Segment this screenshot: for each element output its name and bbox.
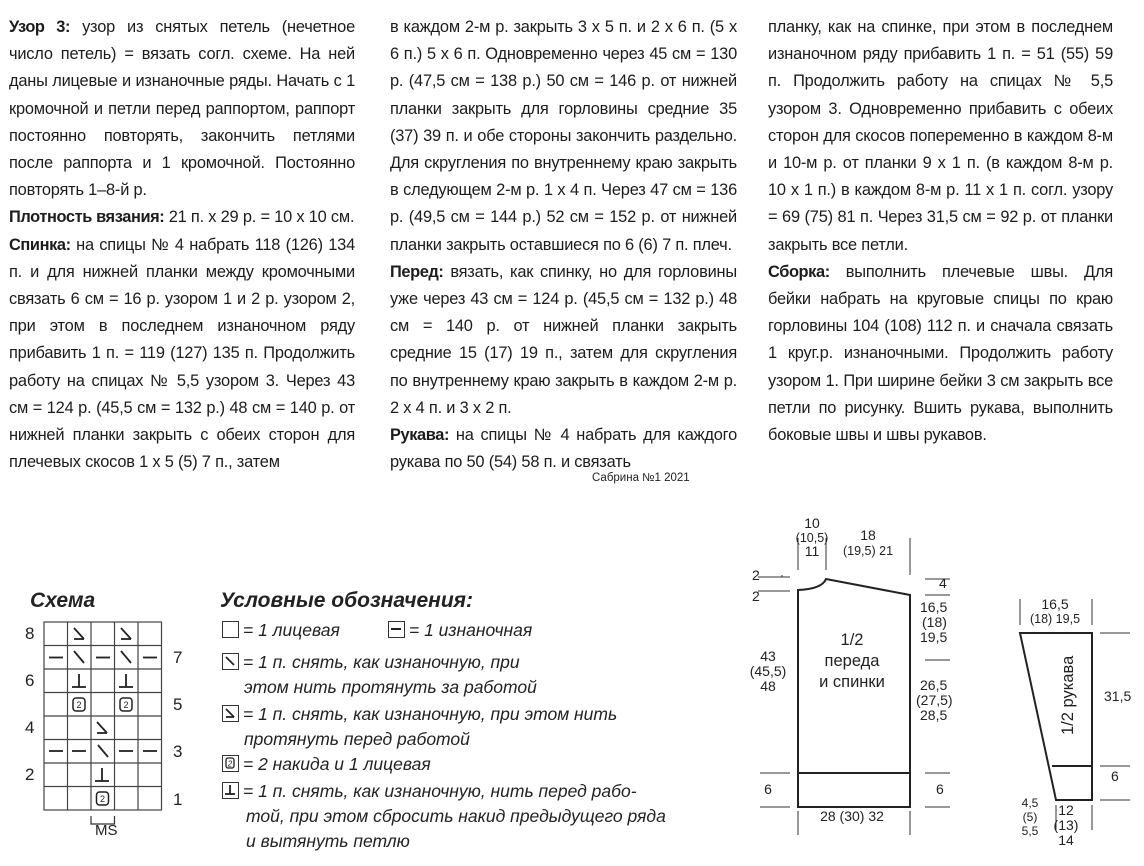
text-column-2 bbox=[390, 14, 737, 476]
dim-neck-1: 10 bbox=[804, 515, 820, 531]
back-continued-text: в каждом 2-м р. закрыть 3 х 5 п. и 2 х 6 п. (5 х 6 п.) 5 х 6 п. Одновременно через 45 см = 130 р. (47,5 см = 138 р.) 50 см = 146 р. от нижней планки закрыть для горловины средние 35 (37) 39 п. и обе стороны закончить раздельно. Для скругления по внутреннему краю закрыть в следующем 2-м р. 1 х 4 п. Через 47 см = 136 р. (49,5 см = 144 р.) 52 см = 152 р. от нижней планки закрыть оставшиеся по 6 (6) 7 п. плеч. bbox=[390, 18, 737, 254]
sleeve-dim-bottom-2: (13) bbox=[1053, 817, 1079, 833]
dim-armhole-2: (18) bbox=[922, 614, 947, 630]
row-number-6: 6 bbox=[25, 671, 35, 690]
piece-label-3: и спинки bbox=[819, 673, 885, 691]
svg-text:2: 2 bbox=[123, 700, 129, 710]
dim-right-4: 4 bbox=[939, 575, 947, 591]
legend-slip-front: = 1 п. снять, как изнаночную, при этом нить bbox=[222, 702, 617, 727]
row-number-3: 3 bbox=[173, 742, 183, 761]
dim-armhole-1: 16,5 bbox=[920, 599, 948, 615]
sleeve-dim-bottom-3: 14 bbox=[1058, 832, 1074, 848]
sleeve-dim-height: 31,5 bbox=[1104, 688, 1132, 704]
dim-height-3: 48 bbox=[760, 678, 776, 694]
sleeve-dim-cuff-1: 4,5 bbox=[1021, 796, 1039, 810]
svg-text:2: 2 bbox=[227, 759, 233, 769]
density-text: 21 п. х 29 р. = 10 х 10 см. bbox=[168, 208, 355, 227]
dim-side-1: 26,5 bbox=[920, 677, 948, 693]
scheme-title: Схема bbox=[30, 589, 96, 612]
row-number-4: 4 bbox=[25, 718, 35, 737]
dim-armhole-3: 19,5 bbox=[920, 629, 948, 645]
dim-shoulder-1: 18 bbox=[860, 527, 876, 543]
legend-slip-back-cont: этом нить протянуть за работой bbox=[244, 677, 537, 697]
dim-side-3: 28,5 bbox=[920, 707, 948, 723]
legend-drop-cont-2: и вытянуть петлю bbox=[246, 831, 410, 851]
assembly-text: выполнить плечевые швы. Для бейки набрать на круговые спицы по краю горловины 104 (108) 112 п. и сначала связать 1 круг.р. изнаночными. Продолжить работу узором 1. При ширине бейки 3 см закрыть все петли по рисунку. Вшить рукава, выполнить боковые швы и швы рукавов. bbox=[768, 262, 1113, 445]
drop-stitch-symbol-icon bbox=[222, 782, 239, 799]
sleeve-dim-band: 6 bbox=[1111, 768, 1119, 784]
sleeve-dim-top-1: 16,5 bbox=[1041, 596, 1069, 612]
sleeve-piece-label: 1/2 рукава bbox=[1059, 655, 1077, 735]
front-text: вязать, как спинку, но для горловины уже через 43 см = 124 р. (45,5 см = 132 р.) 48 см = 140 р. от нижней планки закрыть средние 15 (17) 19 п., затем для скругления по внутреннему краю закрыть в каждом 2-м р. 2 х 4 п. и 3 х 2 п. bbox=[390, 262, 737, 417]
back-text: на спицы № 4 набрать 118 (126) 134 п. и для нижней планки между кромочными связать 6 см = 16 р. узором 1 и 2 р. узором 2, при этом в последнем изнаночном ряду прибавить 1 п. = 119 (127) 135 п. Продолжить работу на спицах № 5,5 узором 3. Через 43 см = 124 р. (45,5 см = 132 р.) 48 см = 140 р. от нижней планки закрыть с обеих сторон для плечевых скосов 1 х 5 (5) 7 п., затем bbox=[9, 235, 355, 472]
purl-symbol-icon bbox=[388, 621, 405, 638]
front-label: Перед: bbox=[390, 262, 444, 281]
row-number-8: 8 bbox=[25, 624, 35, 643]
legend-knit: = 1 лицевая bbox=[222, 618, 340, 643]
dim-height-1: 43 bbox=[760, 648, 776, 664]
slip-front-symbol-r8c2 bbox=[74, 628, 84, 639]
sleeves-label: Рукава: bbox=[390, 426, 450, 445]
piece-label-1: 1/2 bbox=[840, 631, 864, 649]
legend-purl: = 1 изнаночная bbox=[388, 618, 532, 643]
knit-symbol-icon bbox=[222, 621, 239, 638]
legend-slip-front-cont: протянуть перед работой bbox=[244, 729, 470, 749]
density-label: Плотность вязания: bbox=[9, 208, 165, 227]
row-number-7: 7 bbox=[173, 648, 183, 667]
dim-side-2: (27,5) bbox=[916, 692, 953, 708]
text-column-3 bbox=[768, 14, 1113, 449]
slip-front-symbol-r8c4 bbox=[121, 628, 131, 639]
dim-height-2: (45,5) bbox=[749, 663, 787, 679]
svg-text:2: 2 bbox=[76, 700, 82, 710]
sleeve-dim-bottom-1: 12 bbox=[1058, 802, 1074, 818]
uzor3-text: узор из снятых петель (нечетное число петель) = вязать согл. схеме. На ней даны лицевые и изнаночные ряды. Начать с 1 кромочной и петли перед раппортом, раппорт постоянно повторять, закончить петлями после раппорта и 1 кромочной. Постоянно повторять 1–8-й р. bbox=[9, 18, 355, 200]
sleeves-text: на спицы № 4 набрать для каждого рукава по 50 (54) 58 п. и связать bbox=[390, 426, 738, 472]
legend-yarn-over: 2 = 2 накида и 1 лицевая bbox=[222, 752, 431, 777]
sleeve-dim-top-2: (18) 19,5 bbox=[1029, 612, 1081, 626]
repeat-label: MS bbox=[95, 822, 118, 839]
row-number-1: 1 bbox=[173, 790, 183, 809]
legend-slip-back: = 1 п. снять, как изнаночную, при bbox=[222, 650, 520, 675]
dim-band-left: 6 bbox=[764, 781, 772, 797]
legend-title: Условные обозначения: bbox=[220, 589, 474, 612]
slip-front-symbol-icon bbox=[222, 705, 239, 722]
uzor3-label: Узор 3: bbox=[9, 18, 71, 36]
dim-band-right: 6 bbox=[936, 781, 944, 797]
svg-text:2: 2 bbox=[99, 794, 106, 804]
sleeve-dim-cuff-2: (5) bbox=[1022, 810, 1038, 824]
dim-shoulder-2: (19,5) 21 bbox=[842, 544, 894, 558]
row-number-2: 2 bbox=[25, 765, 35, 784]
text-column-1 bbox=[9, 14, 355, 476]
body-pattern-diagram bbox=[740, 515, 980, 860]
sleeve-pattern-diagram bbox=[1000, 585, 1144, 860]
yarn-over-symbol-icon bbox=[222, 755, 239, 772]
dim-width: 28 (30) 32 bbox=[820, 808, 884, 824]
assembly-label: Сборка: bbox=[768, 262, 830, 281]
legend-drop-cont-1: той, при этом сбросить накид предыдущего ряда bbox=[246, 806, 666, 826]
back-label: Спинка: bbox=[9, 235, 71, 254]
sleeves-continued-text: планку, как на спинке, при этом в последнем изнаночном ряду прибавить 1 п. = 51 (55) 59 п. Продолжить работу на спицах № 5,5 узором 3. Одновременно прибавить с обеих сторон для скосов попеременно в каждом 8-м и 10-м р. от планки 9 х 1 п. (в каждом 8-м р. 10 х 1 п.) в каждом 8-м р. 11 х 1 п. согл. узору = 69 (75) 81 п. Через 31,5 см = 92 р. от планки закрыть все петли. bbox=[768, 18, 1113, 254]
dim-neck-2: (10,5) bbox=[795, 531, 829, 545]
sleeve-dim-cuff-3: 5,5 bbox=[1021, 824, 1039, 838]
legend-drop: = 1 п. снять, как изнаночную, нить перед рабо- bbox=[222, 779, 637, 804]
magazine-watermark: Сабрина №1 2021 bbox=[592, 472, 690, 484]
dim-neck-3: 11 bbox=[804, 543, 820, 559]
piece-label-2: переда bbox=[824, 652, 880, 670]
row-number-5: 5 bbox=[173, 695, 183, 714]
slip-back-symbol-icon bbox=[222, 653, 239, 670]
dim-left-2a: 2 bbox=[752, 567, 760, 583]
dim-left-2b: 2 bbox=[752, 588, 760, 604]
